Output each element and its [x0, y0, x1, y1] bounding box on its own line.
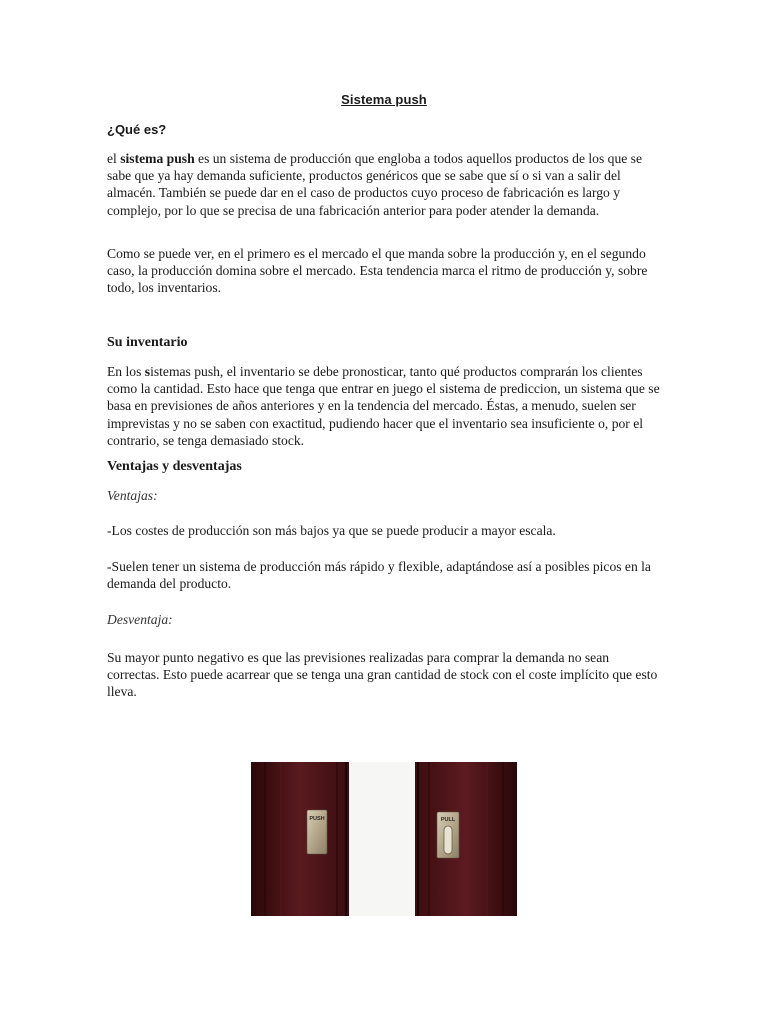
doors-illustration	[251, 762, 517, 916]
section-heading-que-es: ¿Qué es?	[107, 122, 167, 137]
bold-letter: s	[144, 364, 151, 379]
paragraph-inventario	[107, 363, 663, 449]
push-pull-doors-image	[251, 762, 517, 916]
ventaja-item-1: -Los costes de producción son más bajos ya que se puede producir a mayor escala.	[107, 523, 556, 538]
paragraph-lead: el	[107, 151, 121, 166]
pull-handle	[444, 826, 452, 854]
desventaja-item-1: Su mayor punto negativo es que las previsiones realizadas para comprar la demanda no sean correctas. Esto puede acarrear que se tenga una gran cantidad de stock con el coste implícito que esto lleva.	[107, 650, 658, 700]
paragraph-body: istemas push, el inventario se debe pronosticar, tanto qué productos comprarán los clientes como la cantidad. Esto hace que tenga que entrar en juego el sistema de prediccion, un sistema que se basa en previsiones de años anteriores y en la tendencia del mercado. Éstas, a menudo, suelen ser imprevistas y no se saben con exactitud, pudiendo hacer que el inventario sea insuficiente o, por el contrario, se tenga demasiado stock.	[107, 364, 660, 448]
paragraph-comparison: Como se puede ver, en el primero es el mercado el que manda sobre la producción y, en el segundo caso, la producción domina sobre el mercado. Esta tendencia marca el ritmo de producción y, sobre todo, los inventarios.	[107, 246, 648, 296]
section-heading-ventajas: Ventajas y desventajas	[107, 459, 242, 474]
door-gap	[349, 762, 415, 916]
section-heading-inventario: Su inventario	[107, 335, 188, 350]
paragraph-definition	[107, 150, 663, 219]
paragraph-lead: En los	[107, 364, 145, 379]
ventaja-item-2: -Suelen tener un sistema de producción más rápido y flexible, adaptándose así a posibles picos en la demanda del producto.	[107, 559, 651, 592]
ventajas-label: Ventajas:	[107, 488, 158, 503]
push-plate-label: PUSH	[309, 816, 325, 822]
page-title: Sistema push	[341, 92, 427, 107]
right-door	[415, 762, 517, 916]
desventaja-label: Desventaja:	[107, 612, 173, 627]
pull-plate-label: PULL	[440, 817, 456, 823]
paragraph-body: es un sistema de producción que engloba a todos aquellos productos de los que se sabe que ya hay demanda suficiente, productos genéricos que se sabe que sí o si van a salir del almacén. También se puede dar en el caso de productos cuyo proceso de fabricación es largo y complejo, por lo que se precisa de una fabricación anterior para poder atender la demanda.	[107, 151, 642, 218]
bold-term: sistema push	[120, 151, 195, 166]
